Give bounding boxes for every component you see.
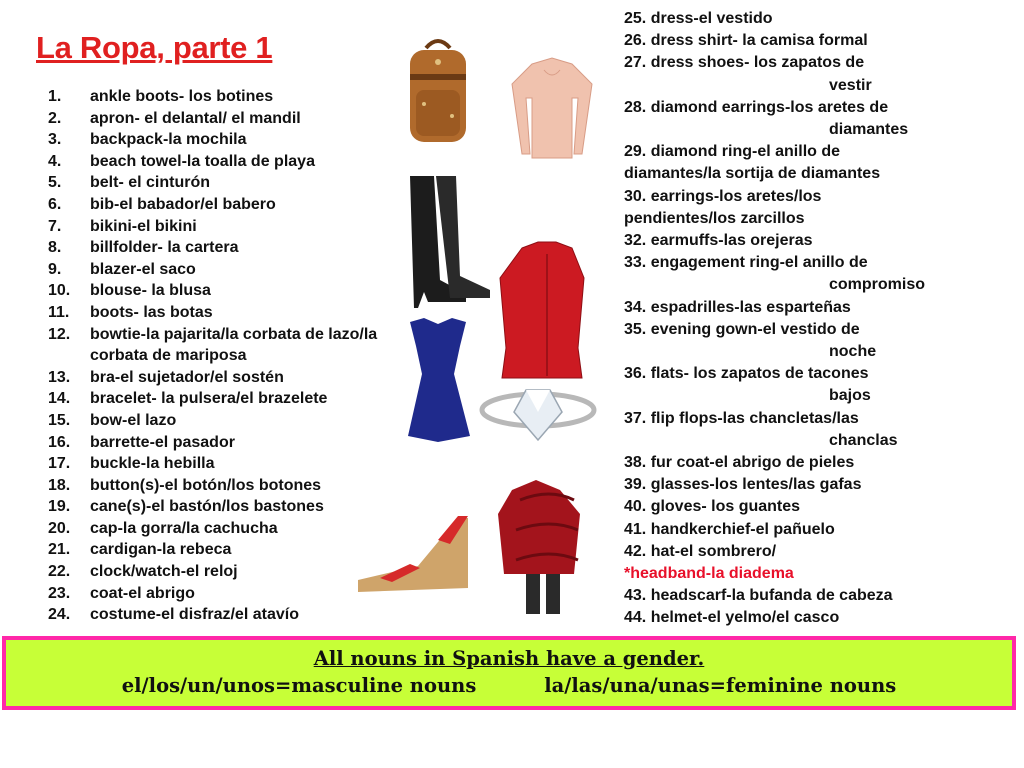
vocab-item-number: 24. (48, 606, 71, 624)
vocab-item-text: blazer-el saco (90, 260, 196, 278)
vocab-item-number: 20. (48, 519, 71, 537)
vocab-note-line: *headband-la diadema (624, 565, 794, 583)
vocab-item-text: cane(s)-el bastón/los bastones (90, 498, 324, 516)
vocab-item-number: 18. (48, 476, 71, 494)
diamond-ring-image (482, 390, 594, 440)
vocab-item-text: cap-la gorra/la cachucha (90, 519, 278, 537)
vocab-line: 36. flats- los zapatos de tacones (624, 365, 869, 383)
vocab-item-number: 16. (48, 433, 71, 451)
vocab-item (48, 496, 378, 518)
vocab-item-text: costume-el disfraz/el atavío (90, 606, 299, 624)
vocab-line: chanclas (829, 431, 898, 449)
vocab-item-text: bowtie-la pajarita/la corbata de lazo/la corbata de mariposa (90, 325, 378, 365)
fur-coat-image (498, 480, 580, 614)
vocab-item-text: ankle boots- los botines (90, 88, 274, 105)
vocab-item (48, 237, 378, 259)
vocab-line: 28. diamond earrings-los aretes de (624, 98, 889, 116)
vocab-item-number: 3. (48, 131, 62, 149)
vocab-line: 39. glasses-los lentes/las gafas (624, 476, 862, 494)
vocab-item-number: 22. (48, 563, 71, 581)
vocab-item (48, 302, 378, 324)
vocab-item-text: cardigan-la rebeca (90, 541, 232, 559)
page-title: La Ropa, parte 1 (36, 30, 273, 65)
vocab-item-number: 13. (48, 368, 71, 386)
vocab-item-number: 19. (48, 498, 71, 516)
vocab-line: 44. helmet-el yelmo/el casco (624, 609, 840, 627)
vocab-item (48, 604, 378, 626)
vocab-item-text: bow-el lazo (90, 411, 177, 429)
vocab-line: vestir (829, 76, 872, 94)
vocab-line: 43. headscarf-la bufanda de cabeza (624, 587, 893, 605)
vocab-line: 42. hat-el sombrero/ (624, 542, 777, 560)
vocab-line: compromiso (829, 276, 926, 294)
vocab-item (48, 583, 378, 605)
clothing-images (340, 30, 630, 630)
banner-line-1: All nouns in Spanish have a gender. (313, 647, 705, 670)
vocab-line: 34. espadrilles-las esparteñas (624, 298, 851, 316)
vocab-line: 38. fur coat-el abrigo de pieles (624, 454, 855, 472)
vocab-line: 32. earmuffs-las orejeras (624, 232, 813, 250)
vocab-line: noche (829, 343, 877, 361)
vocab-item (48, 432, 378, 454)
vocab-item-text: belt- el cinturón (90, 174, 210, 192)
vocab-item (48, 86, 378, 108)
vocab-item (48, 518, 378, 540)
vocab-item-text: blouse- la blusa (90, 282, 211, 300)
vocab-item-number: 17. (48, 455, 71, 473)
evening-gown-image (408, 318, 470, 442)
vocab-item-number: 21. (48, 541, 71, 559)
vocab-item (48, 129, 378, 151)
vocab-item-number: 10. (48, 282, 71, 300)
vocab-item (48, 108, 378, 130)
gender-banner (2, 636, 1016, 710)
vocab-item-number: 1. (48, 88, 62, 105)
vocab-item (48, 539, 378, 561)
vocab-line: 27. dress shoes- los zapatos de (624, 54, 865, 72)
vocab-item (48, 410, 378, 432)
vocab-list-right (624, 8, 954, 630)
vocab-item-text: beach towel-la toalla de playa (90, 152, 315, 170)
vocab-item (48, 475, 378, 497)
vocab-item (48, 280, 378, 302)
vocab-line: 30. earrings-los aretes/los (624, 187, 822, 205)
vocab-line: 40. gloves- los guantes (624, 498, 801, 516)
backpack-image (410, 41, 466, 142)
vocab-item (48, 388, 378, 410)
vocab-item (48, 216, 378, 238)
vocab-item-text: boots- las botas (90, 303, 213, 321)
vocab-item-text: bracelet- la pulsera/el brazelete (90, 390, 328, 408)
vocab-item-text: apron- el delantal/ el mandil (90, 109, 301, 127)
vocab-line: 29. diamond ring-el anillo de (624, 143, 841, 161)
vocab-item (48, 172, 378, 194)
vocab-item-number: 6. (48, 195, 62, 213)
vocab-item-number: 5. (48, 174, 62, 192)
vocab-item-number: 23. (48, 584, 71, 602)
vocab-item (48, 324, 378, 367)
vocab-item-text: clock/watch-el reloj (90, 563, 238, 581)
vocab-item-text: button(s)-el botón/los botones (90, 476, 322, 494)
vocab-item-text: bib-el babador/el babero (90, 195, 276, 213)
vocab-line: 26. dress shirt- la camisa formal (624, 32, 868, 50)
vocab-item-number: 8. (48, 239, 62, 257)
vocab-item-number: 14. (48, 390, 71, 408)
vocab-item-text: backpack-la mochila (90, 131, 247, 149)
vocab-line: 33. engagement ring-el anillo de (624, 254, 868, 272)
banner-line-2: el/los/un/unos=masculine nouns la/las/una/unas=feminine nouns (121, 674, 897, 697)
vocab-item-text: bikini-el bikini (90, 217, 197, 235)
vocab-item (48, 194, 378, 216)
espadrille-wedge-image (358, 516, 468, 592)
vocab-item (48, 367, 378, 389)
vocab-item-number: 12. (48, 325, 71, 343)
vocab-line: 25. dress-el vestido (624, 10, 773, 27)
vocab-line: bajos (829, 387, 871, 405)
vocab-item (48, 259, 378, 281)
vocab-item-number: 11. (48, 303, 70, 321)
vocab-item-text: barrette-el pasador (90, 433, 235, 451)
vocab-line: 41. handkerchief-el pañuelo (624, 520, 835, 538)
vocab-item-number: 9. (48, 260, 62, 278)
vocab-item-number: 15. (48, 411, 71, 429)
vocab-item (48, 453, 378, 475)
vocab-line: 37. flip flops-las chancletas/las (624, 409, 859, 427)
leather-coat-image (500, 242, 584, 378)
vocab-item-text: bra-el sujetador/el sostén (90, 368, 284, 386)
vocab-item-number: 4. (48, 152, 62, 170)
vocab-line: diamantes (829, 121, 909, 139)
vocab-list-left (48, 86, 378, 626)
vocab-item (48, 561, 378, 583)
boots-image (410, 176, 490, 308)
blouse-image (512, 58, 592, 158)
vocab-item (48, 151, 378, 173)
vocab-item-number: 2. (48, 109, 62, 127)
vocab-item-text: billfolder- la cartera (90, 239, 239, 257)
vocab-item-text: buckle-la hebilla (90, 455, 215, 473)
vocab-line: pendientes/los zarcillos (624, 209, 805, 227)
vocab-line: 35. evening gown-el vestido de (624, 320, 860, 338)
vocab-line: diamantes/la sortija de diamantes (624, 165, 881, 183)
vocab-item-text: coat-el abrigo (90, 584, 195, 602)
vocab-item-number: 7. (48, 217, 62, 235)
